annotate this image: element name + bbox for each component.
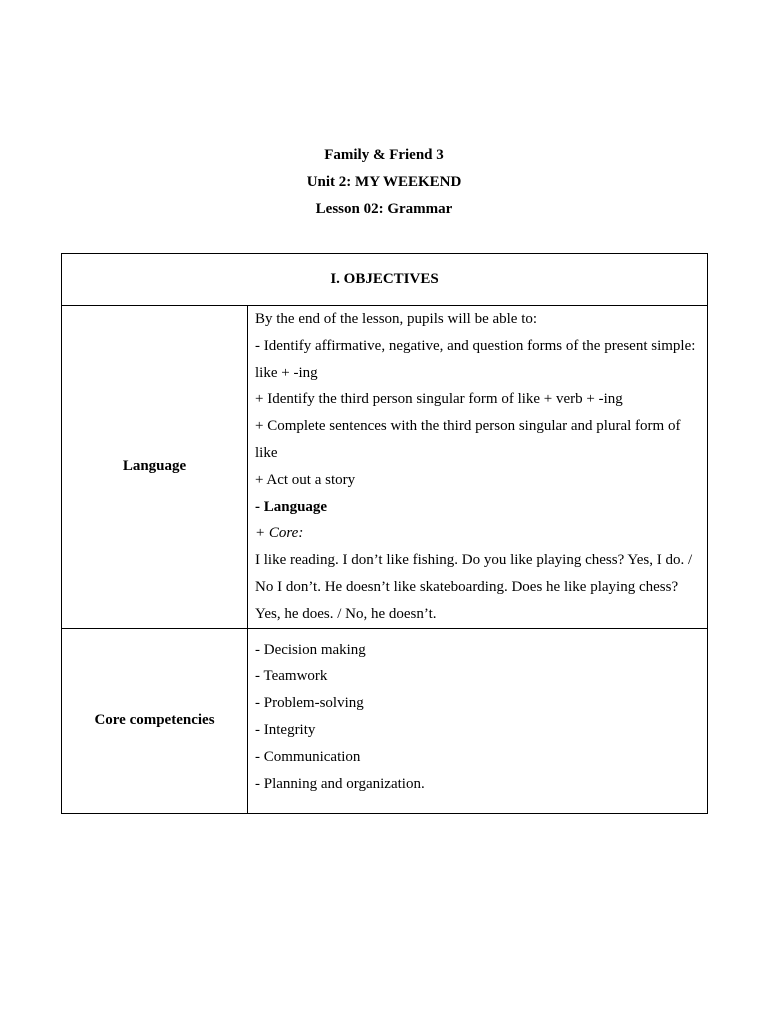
language-subheading: - Language bbox=[255, 498, 328, 515]
list-item: - Problem-solving bbox=[255, 695, 364, 712]
book-title: Family & Friend 3 bbox=[324, 147, 444, 163]
objective-point-3: + Complete sentences with the third person singular and plural form of like bbox=[255, 418, 681, 461]
list-item: - Communication bbox=[255, 748, 361, 765]
objectives-header-row bbox=[62, 254, 708, 306]
row-label-core-competencies: Core competencies bbox=[62, 628, 248, 813]
objective-point-4: + Act out a story bbox=[255, 471, 356, 488]
list-item: - Integrity bbox=[255, 721, 316, 738]
objectives-intro: By the end of the lesson, pupils will be able to: bbox=[255, 311, 538, 327]
list-item: - Teamwork bbox=[255, 668, 328, 685]
row-label-language: Language bbox=[62, 306, 248, 629]
list-item: - Decision making bbox=[255, 641, 366, 658]
core-example-text: I like reading. I don’t like fishing. Do you like playing chess? Yes, I do. / No I don’t. He doesn’t like skateboarding. Does he like playing chess? Yes, he does. / No, he doesn’t. bbox=[255, 552, 693, 622]
objective-point-2: + Identify the third person singular form of like + verb + -ing bbox=[255, 391, 623, 408]
lesson-title: Lesson 02: Grammar bbox=[315, 201, 453, 217]
core-subheading: + Core: bbox=[255, 525, 304, 542]
section-title: I. OBJECTIVES bbox=[62, 254, 708, 306]
table-row-language bbox=[62, 306, 708, 629]
list-item: - Planning and organization. bbox=[255, 775, 425, 792]
objective-point-1: - Identify affirmative, negative, and question forms of the present simple: like + -ing bbox=[255, 337, 696, 381]
objectives-table bbox=[61, 253, 708, 814]
language-content bbox=[248, 306, 708, 629]
core-competencies-list bbox=[248, 628, 708, 813]
table-row-core-competencies bbox=[62, 628, 708, 813]
unit-title: Unit 2: MY WEEKEND bbox=[306, 174, 462, 190]
